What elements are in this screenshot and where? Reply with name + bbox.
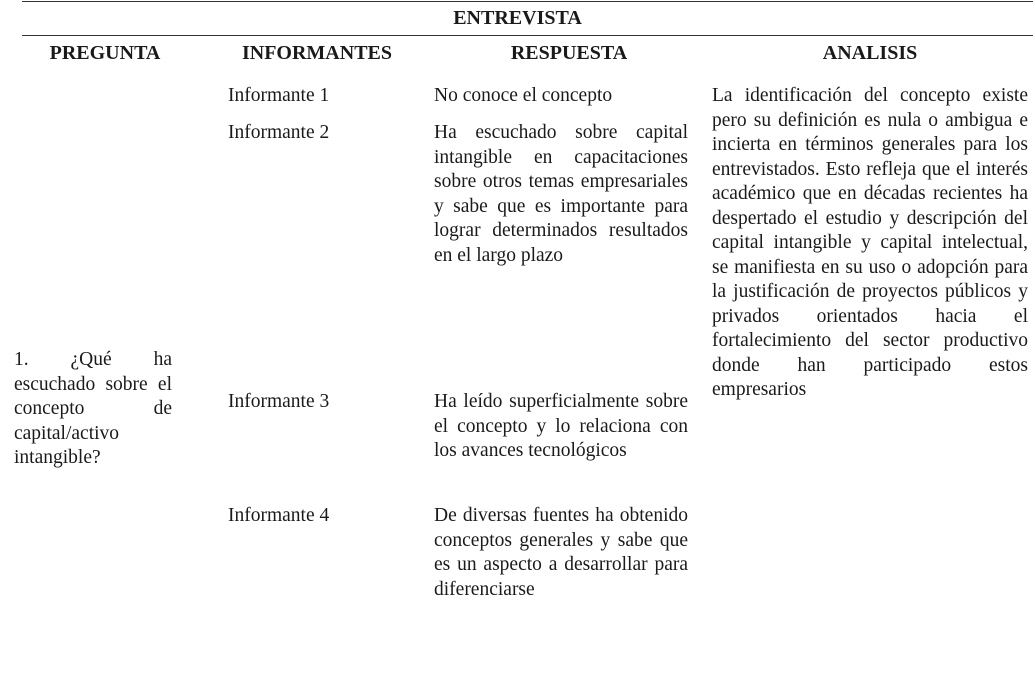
response-2: Ha escuchado sobre capital intangible en capacitaciones sobre otros temas empresariales y sabe que es importante para lograr determinados resultados en el largo plazo xyxy=(434,122,688,266)
informant-3: Informante 3 xyxy=(228,391,330,412)
header-analisis: ANALISIS xyxy=(822,42,918,64)
table-title: ENTREVISTA xyxy=(453,7,582,29)
analysis-cell: La identificación del concepto existe pero su definición es nula o ambigua e incierta en términos generales para los entrevistados. Esto refleja que el interés académico que en décadas recientes ha despertado el estudio y descripción del capital intangible y capital intelectual, se manifiesta en su uso o adopción para la justificación de proyectos públicos y privados orientados hacia el fortalecimiento del sector productivo donde han participado estos empresarios xyxy=(712,85,1028,400)
header-pregunta: PREGUNTA xyxy=(49,42,161,64)
informant-2: Informante 2 xyxy=(228,122,330,143)
question-cell: 1. ¿Qué ha escuchado sobre el concepto de capital/activo intangible? xyxy=(14,349,172,468)
response-4: De diversas fuentes ha obtenido conceptos generales y sabe que es un aspecto a desarrollar para diferenciarse xyxy=(434,505,688,600)
informant-1: Informante 1 xyxy=(228,85,330,106)
informant-4: Informante 4 xyxy=(228,505,330,526)
header-respuesta: RESPUESTA xyxy=(510,42,628,64)
response-3: Ha leído superficialmente sobre el concepto y lo relaciona con los avances tecnológicos xyxy=(434,391,688,461)
table-top-rule xyxy=(22,1,1033,2)
response-1: No conoce el concepto xyxy=(434,85,613,106)
header-informantes: INFORMANTES xyxy=(241,42,392,64)
title-divider xyxy=(22,35,1033,36)
